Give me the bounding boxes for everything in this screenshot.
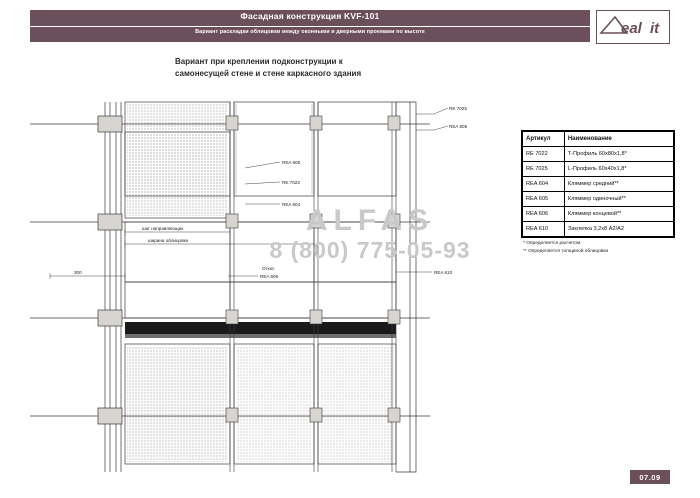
- watermark-phone: 8 (800) 775-05-93: [269, 237, 471, 263]
- table-header-name: Наименование: [564, 132, 673, 147]
- callout-label: REA 610: [434, 270, 453, 275]
- table-row: [523, 162, 674, 177]
- callout-label: RE 7025: [449, 106, 467, 111]
- page-number: 07.09: [630, 470, 670, 484]
- cell-article: REA 610: [523, 222, 565, 237]
- watermark-brand: ALFAS: [305, 204, 435, 237]
- cell-article: REA 605: [523, 192, 565, 207]
- drawing-title-line2: самонесущей стене и стене каркасного здания: [175, 69, 362, 78]
- table-header-row: [523, 132, 674, 147]
- callout-label: RE 7022: [282, 180, 300, 185]
- cell-name: Кляммер концевой**: [564, 207, 673, 222]
- note-asterisk-2: ** Определяется толщиной облицовки: [523, 249, 609, 254]
- table-row: [523, 177, 674, 192]
- table-notes: [523, 240, 683, 256]
- svg-text:eal: eal: [621, 20, 642, 37]
- facade-drawing: [30, 86, 530, 476]
- cell-name: Заклепка 3,2х8 A2/A2: [564, 222, 673, 237]
- cell-article: RE 7025: [523, 162, 565, 177]
- parts-table: [521, 130, 675, 238]
- company-logo: [596, 10, 670, 44]
- dimension-label: ширина облицовки: [148, 238, 189, 243]
- table-row: [523, 192, 674, 207]
- dimension-label: Откос: [262, 266, 275, 271]
- table-header-article: Артикул: [523, 132, 565, 147]
- header-subtitle: Вариант раскладки облицовки между оконными и дверными проемами по высоте: [195, 29, 425, 35]
- cell-name: Т-Профиль 60х80х1,8*: [564, 147, 673, 162]
- drawing-title-line1: Вариант при креплении подконструкции к: [175, 57, 343, 66]
- svg-text:it: it: [650, 20, 660, 37]
- callout-label: REA 605: [282, 160, 301, 165]
- note-asterisk-1: * Определяется расчетом: [523, 241, 581, 246]
- callout-label: REA 604: [282, 202, 301, 207]
- callout-label: REA 606: [449, 124, 468, 129]
- table-row: [523, 207, 674, 222]
- dimension-label: шаг направляющих: [142, 226, 184, 231]
- cell-article: REA 604: [523, 177, 565, 192]
- cell-name: L-Профиль 60х40х1,8*: [564, 162, 673, 177]
- cell-article: RE 7022: [523, 147, 565, 162]
- callout-label: REA 606: [260, 274, 279, 279]
- drawing-title: [175, 56, 505, 80]
- table-row: [523, 147, 674, 162]
- cell-article: REA 606: [523, 207, 565, 222]
- table-row: [523, 222, 674, 237]
- cell-name: Кляммер средний**: [564, 177, 673, 192]
- header-title: Фасадная конструкция KVF-101: [240, 11, 380, 21]
- dimension-label: 300: [74, 270, 82, 275]
- header: [30, 10, 670, 44]
- cell-name: Кляммер одиночный**: [564, 192, 673, 207]
